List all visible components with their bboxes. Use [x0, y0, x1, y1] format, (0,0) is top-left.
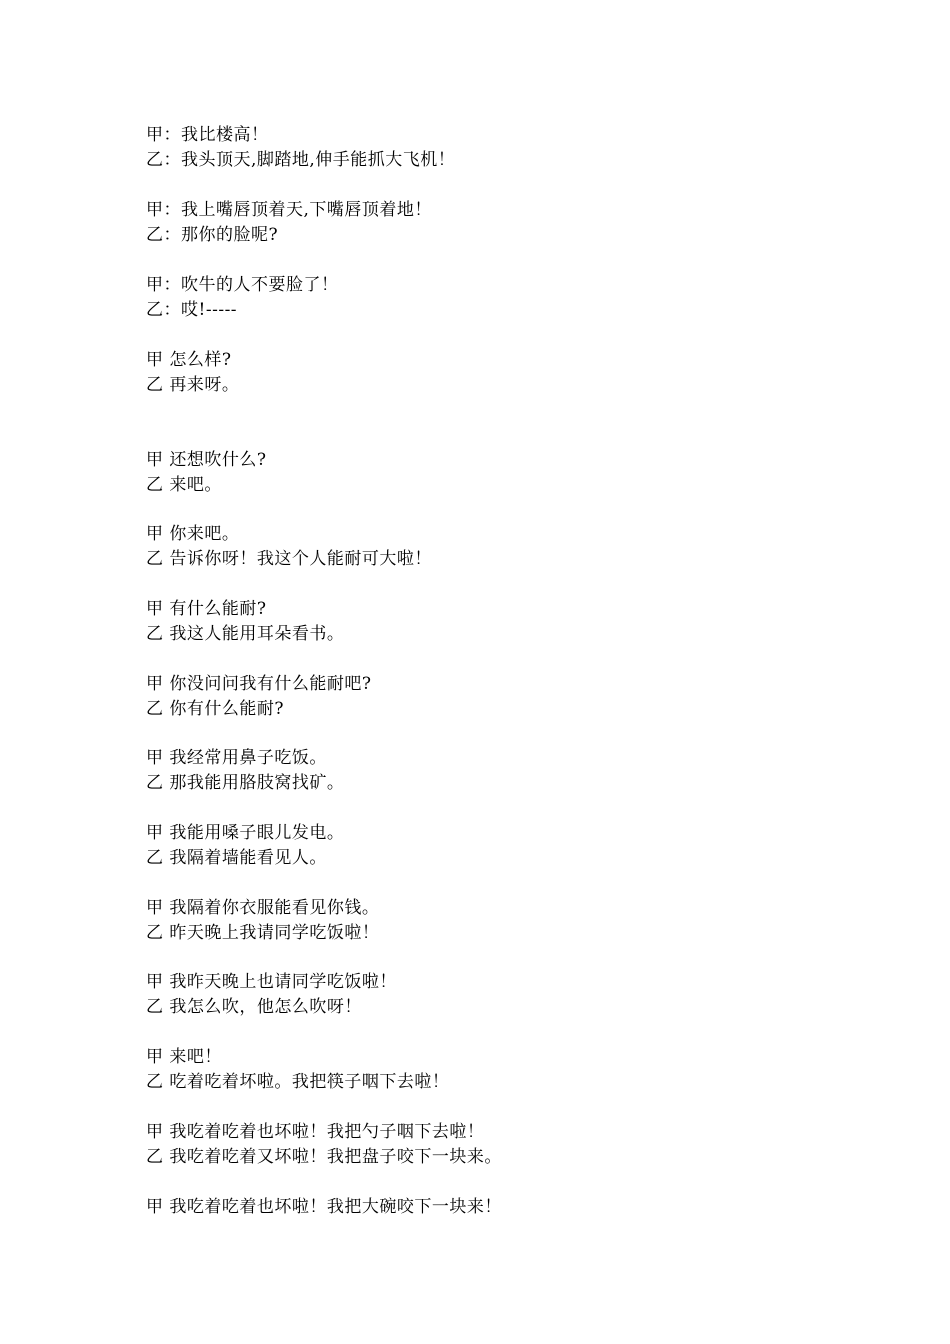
dialogue-line: 乙 我这人能用耳朵看书。 — [146, 624, 345, 644]
dialogue-line: 甲 怎么样? — [146, 350, 232, 370]
dialogue-line: 乙：哎!----- — [146, 300, 238, 320]
dialogue-line: 乙：我头顶天,脚踏地,伸手能抓大飞机！ — [146, 150, 456, 170]
dialogue-line: 乙 吃着吃着坏啦。我把筷子咽下去啦！ — [146, 1072, 450, 1092]
dialogue-line: 甲 我吃着吃着也坏啦！我把勺子咽下去啦！ — [146, 1122, 485, 1142]
dialogue-line: 甲：吹牛的人不要脸了！ — [146, 275, 339, 295]
dialogue-line: 乙：那你的脸呢? — [146, 225, 279, 245]
dialogue-line: 乙 来吧。 — [146, 475, 222, 495]
dialogue-line: 乙 我吃着吃着又坏啦！我把盘子咬下一块来。 — [146, 1147, 502, 1167]
dialogue-line: 甲 我吃着吃着也坏啦！我把大碗咬下一块来！ — [146, 1197, 502, 1217]
dialogue-line: 乙 昨天晚上我请同学吃饭啦！ — [146, 923, 380, 943]
dialogue-line: 甲：我比楼高！ — [146, 125, 269, 145]
dialogue-line: 甲 我能用嗓子眼儿发电。 — [146, 823, 345, 843]
dialogue-line: 乙 我隔着墙能看见人。 — [146, 848, 327, 868]
dialogue-line: 乙 你有什么能耐? — [146, 699, 285, 719]
dialogue-line: 甲：我上嘴唇顶着天,下嘴唇顶着地！ — [146, 200, 432, 220]
dialogue-line: 乙 再来呀。 — [146, 375, 240, 395]
dialogue-line: 乙 我怎么吹，他怎么吹呀！ — [146, 997, 362, 1017]
dialogue-line: 甲 还想吹什么? — [146, 450, 267, 470]
dialogue-line: 甲 有什么能耐? — [146, 599, 267, 619]
dialogue-line: 甲 来吧！ — [146, 1047, 222, 1067]
dialogue-line: 甲 我隔着你衣服能看见你钱。 — [146, 898, 380, 918]
dialogue-line: 甲 我昨天晚上也请同学吃饭啦！ — [146, 972, 397, 992]
dialogue-line: 甲 我经常用鼻子吃饭。 — [146, 748, 327, 768]
dialogue-line: 乙 告诉你呀！我这个人能耐可大啦！ — [146, 549, 432, 569]
dialogue-line: 乙 那我能用胳肢窝找矿。 — [146, 773, 345, 793]
dialogue-line: 甲 你来吧。 — [146, 524, 240, 544]
dialogue-line: 甲 你没问问我有什么能耐吧? — [146, 674, 372, 694]
